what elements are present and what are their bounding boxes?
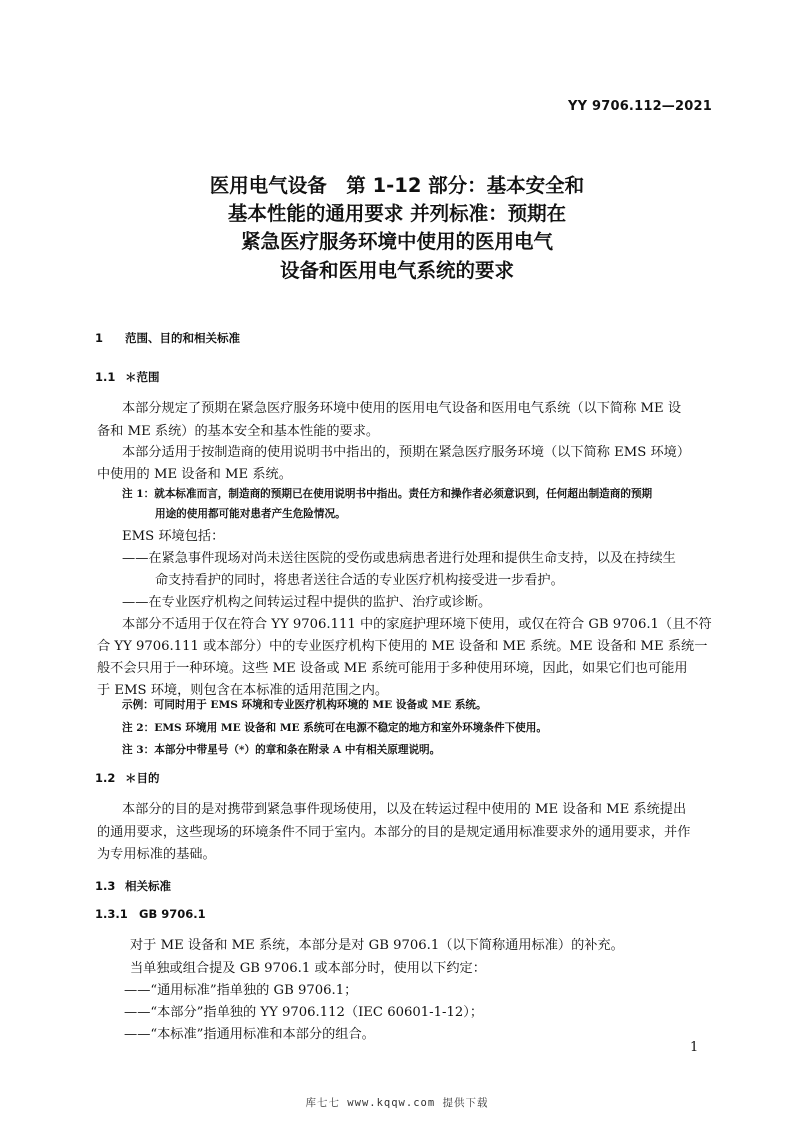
- subsection-1-2-heading: [95, 770, 160, 786]
- scope-para-3-line-4: 于 EMS 环境，则包含在本标准的适用范围之内。: [97, 683, 389, 698]
- convention-item-3: ——“本标准”指通用标准和本部分的组合。: [124, 1027, 375, 1042]
- standard-code: YY 9706.112—2021: [568, 99, 712, 114]
- note-1-line-1: 注 1：就本标准而言，制造商的预期已在使用说明书中指出。责任方和操作者必须意识到，任何超出制造商的预期: [122, 488, 653, 500]
- download-footer: 库七七 www.kqqw.com 提供下载: [305, 1097, 489, 1109]
- scope-para-3-line-2: 合 YY 9706.111 或本部分）中的专业医疗机构下使用的 ME 设备和 ME 系统。ME 设备和 ME 系统一: [97, 639, 708, 654]
- section-title: ＊范围: [125, 370, 160, 384]
- note-1-line-2: 用途的使用都可能对患者产生危险情况。: [155, 508, 346, 520]
- purpose-line-3: 为专用标准的基础。: [97, 847, 216, 862]
- section-title: GB 9706.1: [139, 907, 206, 921]
- section-1-heading: [95, 330, 240, 346]
- section-number: 1.2: [95, 771, 116, 785]
- title-line-1: 医用电气设备 第 1-12 部分：基本安全和: [209, 174, 585, 197]
- ems-item-1-line-1: ——在紧急事件现场对尚未送往医院的受伤或患病患者进行处理和提供生命支持，以及在持续生: [122, 551, 676, 566]
- section-number: 1.3: [95, 879, 116, 893]
- convention-item-1: ——“通用标准”指单独的 GB 9706.1；: [124, 983, 358, 998]
- gb-para-2: 当单独或组合提及 GB 9706.1 或本部分时，使用以下约定：: [130, 961, 486, 976]
- subsection-1-1-heading: [95, 369, 160, 385]
- title-line-3: 紧急医疗服务环境中使用的医用电气: [240, 230, 553, 253]
- scope-para-3-line-1: 本部分不适用于仅在符合 YY 9706.111 中的家庭护理环境下使用，或仅在符合 GB 9706.1（且不符: [122, 617, 712, 632]
- section-number: 1.1: [95, 370, 116, 384]
- ems-intro: EMS 环境包括：: [122, 529, 225, 544]
- note-3: 注 3：本部分中带星号（*）的章和条在附录 A 中有相关原理说明。: [122, 744, 441, 756]
- section-title: ＊目的: [125, 771, 160, 785]
- scope-para-2-line-2: 中使用的 ME 设备和 ME 系统。: [97, 467, 292, 482]
- purpose-line-2: 的通用要求，这些现场的环境条件不同于室内。本部分的目的是规定通用标准要求外的通用要求，并作: [97, 825, 691, 840]
- scope-para-3-line-3: 般不会只用于一种环境。这些 ME 设备或 ME 系统可能用于多种使用环境，因此，如果它们也可能用: [97, 661, 688, 676]
- subsection-1-3-heading: [95, 878, 171, 894]
- title-line-4: 设备和医用电气系统的要求: [279, 259, 514, 282]
- note-2: 注 2：EMS 环境用 ME 设备和 ME 系统可在电源不稳定的地方和室外环境条件下使用。: [122, 722, 547, 734]
- ems-item-2: ——在专业医疗机构之间转运过程中提供的监护、治疗或诊断。: [122, 595, 492, 610]
- example-note: 示例：可同时用于 EMS 环境和专业医疗机构环境的 ME 设备或 ME 系统。: [122, 699, 487, 711]
- scope-para-1-line-1: 本部分规定了预期在紧急医疗服务环境中使用的医用电气设备和医用电气系统（以下简称 ME 设: [122, 401, 682, 416]
- ems-item-1-line-2: 命支持看护的同时，将患者送往合适的专业医疗机构接受进一步看护。: [155, 573, 564, 588]
- subsection-1-3-1-heading: [95, 906, 206, 922]
- section-number: 1: [95, 331, 104, 345]
- scope-para-2-line-1: 本部分适用于按制造商的使用说明书中指出的，预期在紧急医疗服务环境（以下简称 EMS 环境）: [122, 445, 691, 460]
- title-line-2: 基本性能的通用要求 并列标准：预期在: [227, 202, 567, 225]
- scope-para-1-line-2: 备和 ME 系统）的基本安全和基本性能的要求。: [97, 424, 380, 439]
- section-title: 相关标准: [125, 879, 171, 893]
- purpose-line-1: 本部分的目的是对携带到紧急事件现场使用，以及在转运过程中使用的 ME 设备和 ME 系统提出: [122, 802, 687, 817]
- convention-item-2: ——“本部分”指单独的 YY 9706.112（IEC 60601-1-12）；: [124, 1005, 484, 1020]
- section-title: 范围、目的和相关标准: [125, 331, 240, 345]
- section-number: 1.3.1: [95, 907, 128, 921]
- page-number: 1: [690, 1040, 699, 1055]
- gb-para-1: 对于 ME 设备和 ME 系统，本部分是对 GB 9706.1（以下简称通用标准）的补充。: [130, 938, 624, 953]
